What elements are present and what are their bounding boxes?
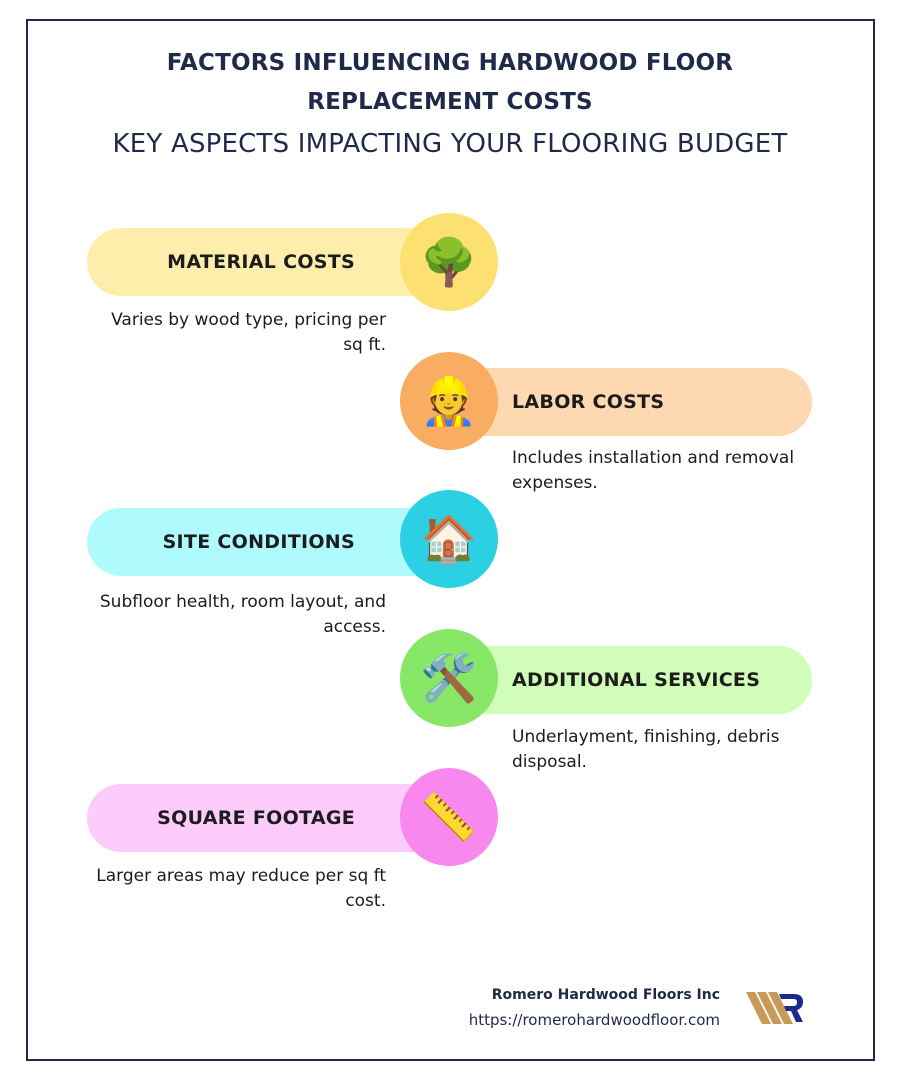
house-icon: 🏠 [400, 490, 498, 588]
factor-description: Includes installation and removal expenses. [512, 448, 795, 493]
construction-worker-icon: 👷 [400, 352, 498, 450]
tree-icon: 🌳 [400, 213, 498, 311]
factor-label: LABOR COSTS [512, 391, 665, 413]
factor-labor-costs [0, 352, 900, 492]
factor-square-footage [0, 768, 900, 911]
factor-material-costs [0, 213, 900, 353]
factor-description: Underlayment, finishing, debris disposal. [512, 727, 780, 772]
company-name: Romero Hardwood Floors Inc [491, 987, 720, 1003]
factor-description: Subfloor health, room layout, and access. [99, 592, 386, 637]
factor-description: Varies by wood type, pricing per sq ft. [111, 310, 386, 355]
title-line-2: REPLACEMENT COSTS [307, 89, 593, 115]
factor-additional-services [0, 629, 900, 772]
factor-label: SQUARE FOOTAGE [157, 807, 355, 829]
factor-label: MATERIAL COSTS [167, 251, 355, 273]
romero-logo-icon [746, 992, 804, 1024]
factor-label: ADDITIONAL SERVICES [512, 669, 761, 691]
ruler-icon: 📏 [400, 768, 498, 866]
hammer-and-wrench-icon: 🛠️ [400, 629, 498, 727]
factor-description: Larger areas may reduce per sq ft cost. [96, 866, 386, 911]
subtitle: KEY ASPECTS IMPACTING YOUR FLOORING BUDGET [112, 129, 788, 159]
company-url-link[interactable]: https://romerohardwoodfloor.com [468, 1011, 720, 1029]
title-line-1: FACTORS INFLUENCING HARDWOOD FLOOR [166, 50, 734, 76]
factor-site-conditions [0, 490, 900, 637]
factor-label: SITE CONDITIONS [162, 531, 355, 553]
